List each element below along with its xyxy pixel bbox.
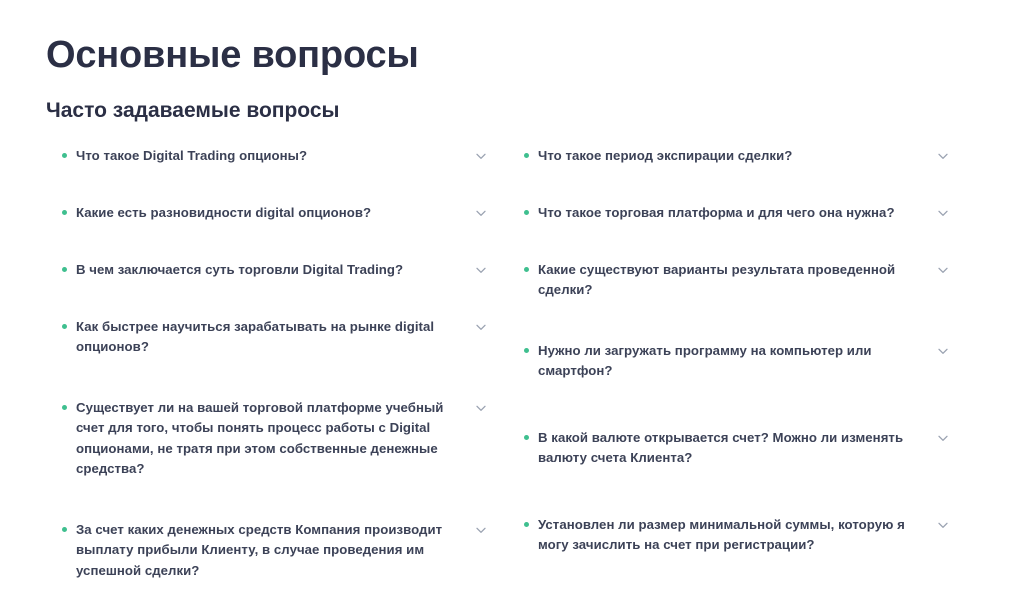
faq-item[interactable] [524,146,954,176]
faq-item[interactable] [524,341,954,382]
chevron-down-icon[interactable] [474,206,488,220]
chevron-down-icon[interactable] [936,149,950,163]
faq-item[interactable] [62,398,492,480]
faq-item[interactable] [62,317,492,358]
faq-question: За счет каких денежных средств Компания производит выплату прибыли Клиенту, в случае проведения им успешной сделки? [76,521,443,578]
bullet-icon [62,210,67,215]
bullet-icon [62,527,67,532]
chevron-down-icon[interactable] [474,149,488,163]
faq-question: В какой валюте открывается счет? Можно ли изменять валюту счета Клиента? [538,429,904,466]
chevron-down-icon[interactable] [474,320,488,334]
bullet-icon [524,267,529,272]
faq-question: Установлен ли размер минимальной суммы, которую я могу зачислить на счет при регистрации? [538,516,905,553]
faq-item[interactable] [62,520,492,581]
chevron-down-icon[interactable] [936,344,950,358]
faq-question: Как быстрее научиться зарабатывать на рынке digital опционов? [76,319,435,355]
bullet-icon [524,210,529,215]
section-title: Часто задаваемые вопросы [46,99,340,123]
chevron-down-icon[interactable] [474,401,488,415]
faq-question: Что такое Digital Trading опционы? [76,148,308,163]
faq-column-left [62,146,492,608]
faq-item[interactable] [62,203,492,233]
bullet-icon [524,522,529,527]
faq-question: Какие есть разновидности digital опционов? [76,205,372,220]
chevron-down-icon[interactable] [474,263,488,277]
chevron-down-icon[interactable] [936,431,950,445]
page-title: Основные вопросы [46,34,419,77]
bullet-icon [524,435,529,440]
bullet-icon [62,405,67,410]
faq-question: В чем заключается суть торговли Digital Trading? [76,262,404,277]
chevron-down-icon[interactable] [474,523,488,537]
bullet-icon [524,153,529,158]
faq-column-right [524,146,954,608]
faq-item[interactable] [524,260,954,301]
chevron-down-icon[interactable] [936,518,950,532]
faq-question: Какие существуют варианты результата проведенной сделки? [538,262,896,298]
bullet-icon [62,267,67,272]
faq-item[interactable] [62,260,492,290]
bullet-icon [62,324,67,329]
faq-list [62,146,992,608]
faq-item[interactable] [62,146,492,176]
bullet-icon [62,153,67,158]
chevron-down-icon[interactable] [936,263,950,277]
faq-question: Что такое период экспирации сделки? [538,148,793,163]
faq-question: Нужно ли загружать программу на компьютер или смартфон? [538,342,872,379]
chevron-down-icon[interactable] [936,206,950,220]
faq-question: Существует ли на вашей торговой платформе учебный счет для того, чтобы понять процесс работы с Digital опционами, не тратя при этом собственные денежные средства? [76,399,444,477]
faq-item[interactable] [524,428,954,469]
faq-question: Что такое торговая платформа и для чего она нужна? [538,205,895,220]
bullet-icon [524,348,529,353]
faq-item[interactable] [524,515,954,556]
faq-item[interactable] [524,203,954,233]
